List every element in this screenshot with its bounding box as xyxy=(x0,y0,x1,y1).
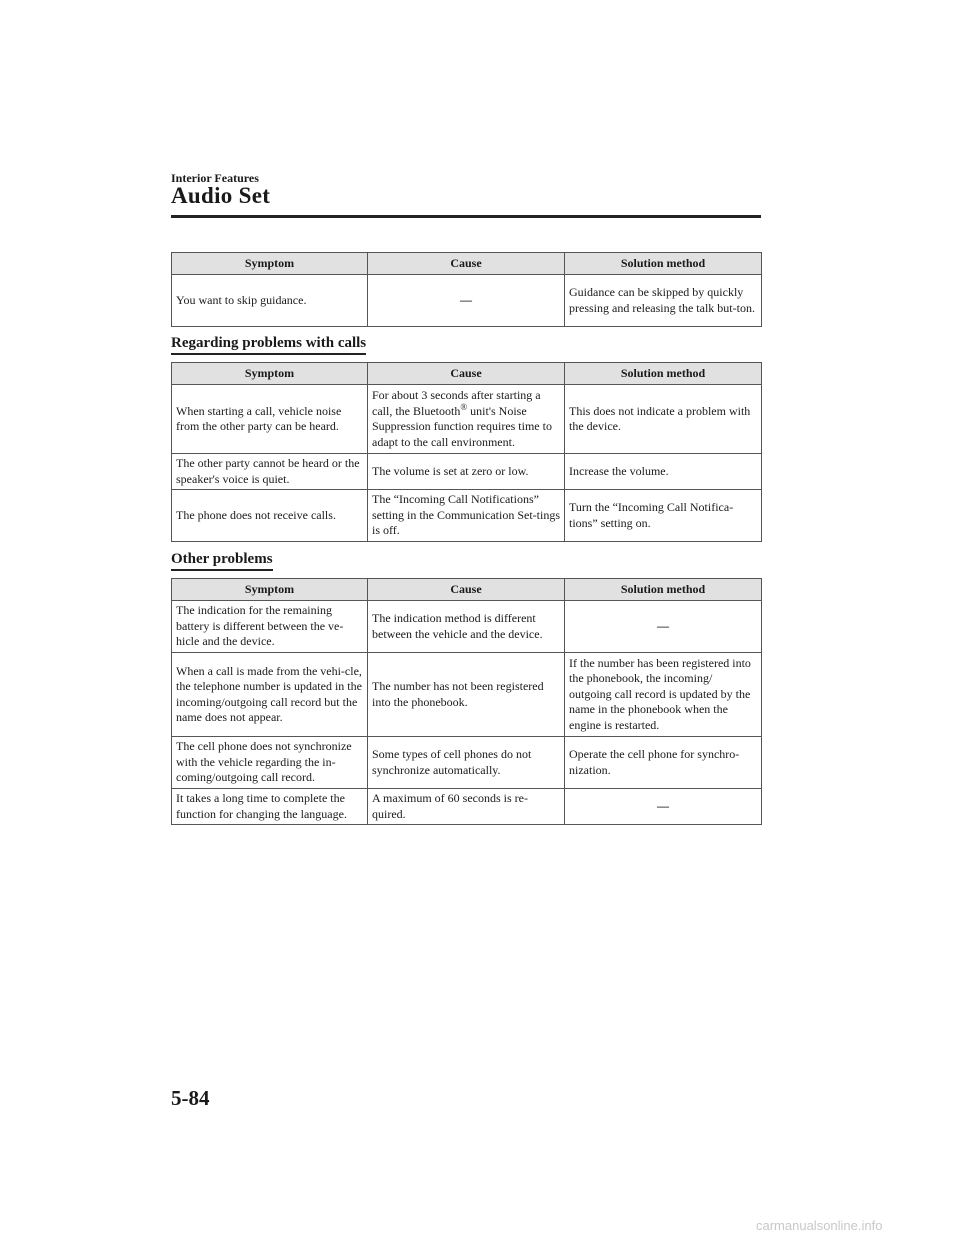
table-header-row xyxy=(172,363,762,385)
cause-cell xyxy=(368,385,565,454)
solution-cell: Guidance can be skipped by quickly pressing and releasing the talk but-ton. xyxy=(565,275,762,327)
table-row xyxy=(172,601,762,653)
column-header-solution: Solution method xyxy=(565,363,762,385)
cause-cell: The volume is set at zero or low. xyxy=(368,454,565,490)
column-header-symptom: Symptom xyxy=(172,363,368,385)
symptom-cell: The phone does not receive calls. xyxy=(172,490,368,542)
table-row xyxy=(172,275,762,327)
symptom-cell: The indication for the remaining battery is different between the ve-hicle and the device. xyxy=(172,601,368,653)
symptom-cell: When a call is made from the vehi-cle, the telephone number is updated in the incoming/outgoing call record but the name does not appear. xyxy=(172,653,368,737)
guidance-table xyxy=(171,252,762,327)
solution-cell: Operate the cell phone for synchro-nization. xyxy=(565,737,762,789)
page-number: 5-84 xyxy=(171,1086,210,1110)
symptom-cell: When starting a call, vehicle noise from the other party can be heard. xyxy=(172,385,368,454)
table-row xyxy=(172,737,762,789)
solution-cell: If the number has been registered into the phonebook, the incoming/ outgoing call record is updated by the name in the phonebook when the engine is restarted. xyxy=(565,653,762,737)
column-header-cause: Cause xyxy=(368,363,565,385)
cause-cell: — xyxy=(368,275,565,327)
symptom-cell: The cell phone does not synchronize with the vehicle regarding the in-coming/outgoing call record. xyxy=(172,737,368,789)
title-rule xyxy=(171,215,761,218)
solution-cell: This does not indicate a problem with the device. xyxy=(565,385,762,454)
registered-mark: ® xyxy=(460,401,468,412)
symptom-cell: It takes a long time to complete the function for changing the language. xyxy=(172,789,368,825)
cause-cell: The “Incoming Call Notifications” setting in the Communication Set-tings is off. xyxy=(368,490,565,542)
cause-text-end: unit's Noise Suppression function requires time to adapt to the call environment. xyxy=(372,403,552,449)
cause-cell: A maximum of 60 seconds is re-quired. xyxy=(368,789,565,825)
cause-cell: Some types of cell phones do not synchronize automatically. xyxy=(368,737,565,789)
watermark[interactable]: carmanualsonline.info xyxy=(756,1218,883,1233)
column-header-symptom: Symptom xyxy=(172,253,368,275)
other-heading-text: Other problems xyxy=(171,551,273,571)
cause-cell: The number has not been registered into the phonebook. xyxy=(368,653,565,737)
symptom-cell: The other party cannot be heard or the speaker's voice is quiet. xyxy=(172,454,368,490)
solution-cell: — xyxy=(565,601,762,653)
solution-cell: Turn the “Incoming Call Notifica-tions” setting on. xyxy=(565,490,762,542)
calls-heading-text: Regarding problems with calls xyxy=(171,335,366,355)
column-header-solution: Solution method xyxy=(565,579,762,601)
table-row xyxy=(172,789,762,825)
calls-table xyxy=(171,362,762,542)
table-row xyxy=(172,490,762,542)
calls-heading xyxy=(171,335,366,355)
cause-text-start: For about 3 seconds after starting a call, the Bluetooth xyxy=(372,388,541,418)
table-header-row xyxy=(172,253,762,275)
solution-cell: — xyxy=(565,789,762,825)
other-heading xyxy=(171,551,273,571)
chapter-title: Audio Set xyxy=(171,183,271,208)
section-label: Interior Features xyxy=(171,171,259,185)
column-header-cause: Cause xyxy=(368,253,565,275)
solution-cell: Increase the volume. xyxy=(565,454,762,490)
symptom-cell: You want to skip guidance. xyxy=(172,275,368,327)
column-header-symptom: Symptom xyxy=(172,579,368,601)
table-row xyxy=(172,454,762,490)
column-header-cause: Cause xyxy=(368,579,565,601)
table-row xyxy=(172,653,762,737)
column-header-solution: Solution method xyxy=(565,253,762,275)
other-table xyxy=(171,578,762,825)
table-row xyxy=(172,385,762,454)
cause-cell: The indication method is different between the vehicle and the device. xyxy=(368,601,565,653)
table-header-row xyxy=(172,579,762,601)
